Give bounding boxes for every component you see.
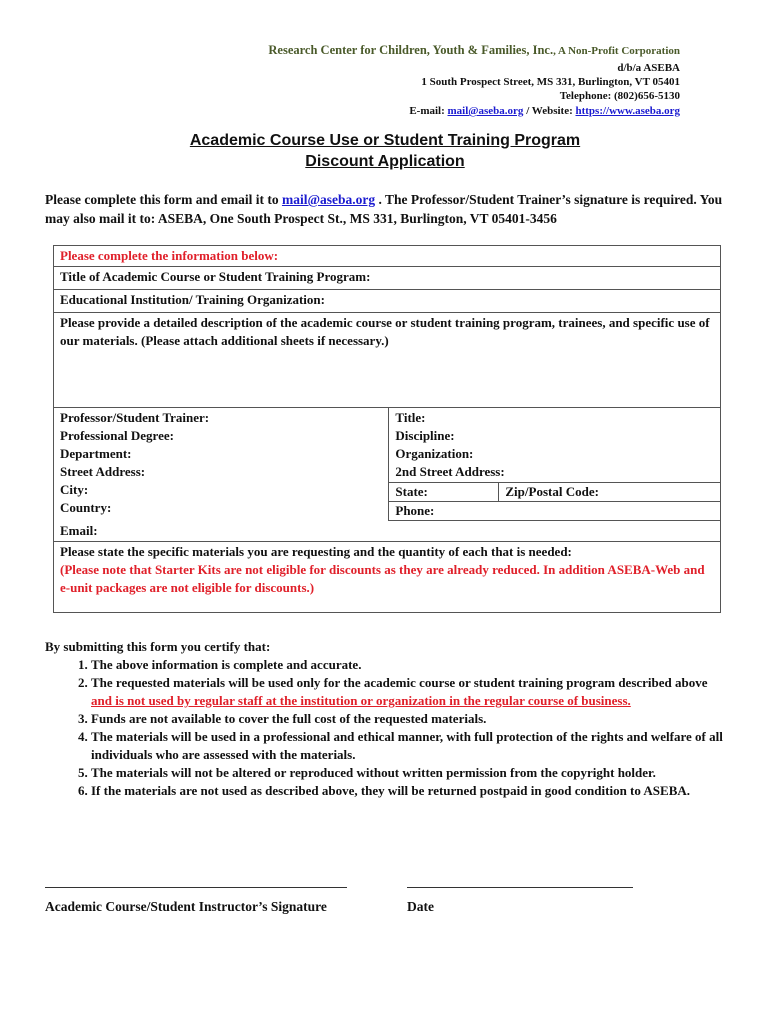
certify-item: 3. Funds are not available to cover the full cost of the requested materials. — [91, 710, 725, 728]
materials-note: (Please note that Starter Kits are not eligible for discounts as they are already reduced. In addition ASEBA-Web and e-unit packages are not eligible for discounts.) — [60, 562, 705, 595]
application-form — [53, 245, 721, 613]
certify-item: 6. If the materials are not used as described above, they will be returned postpaid in good condition to ASEBA. — [91, 782, 725, 800]
org-address: 1 South Prospect Street, MS 331, Burlington, VT 05401 — [421, 76, 680, 88]
certify-intro: By submitting this form you certify that: — [45, 639, 271, 654]
left-contact-fields[interactable] — [54, 408, 389, 521]
intro-paragraph — [45, 190, 735, 228]
organization-field: Organization: — [395, 446, 474, 461]
signature-line[interactable] — [45, 887, 347, 888]
org-contact-line — [409, 105, 680, 117]
date-line[interactable] — [407, 887, 633, 888]
org-suffix: , A Non-Profit Corporation — [553, 45, 680, 57]
signature-label: Academic Course/Student Instructor’s Signature — [45, 899, 327, 914]
certify-item: 4. The materials will be used in a professional and ethical manner, with full protection of the rights and welfare of all individuals who are assessed with the materials. — [91, 728, 725, 764]
intro-text-2: . The Professor/Student Trainer’s signature is required. You may also mail it to: ASEBA, One South Prospect St., MS 331, Burlington, VT 05401-3456 — [45, 192, 723, 226]
materials-label: Please state the specific materials you are requesting and the quantity of each that is needed: — [60, 544, 572, 559]
city-field: City: — [60, 482, 89, 497]
org-name: Research Center for Children, Youth & Families, Inc. — [268, 43, 554, 57]
certify-item: 5. The materials will not be altered or reproduced without written permission from the copyright holder. — [91, 764, 725, 782]
certify-item-emphasis: and is not used by regular staff at the institution or organization in the regular course of business. — [91, 693, 631, 708]
street-address-2-field: 2nd Street Address: — [395, 464, 505, 479]
email-label: E-mail: — [409, 105, 448, 117]
course-title-field[interactable]: Title of Academic Course or Student Training Program: — [54, 267, 721, 290]
form-instruction: Please complete the information below: — [54, 246, 721, 267]
intro-email-link[interactable]: mail@aseba.org — [281, 192, 376, 207]
title-field: Title: — [395, 410, 426, 425]
phone-field: Phone: — [389, 501, 720, 520]
header-website-link[interactable]: https://www.aseba.org — [575, 105, 680, 117]
materials-field[interactable] — [54, 542, 721, 613]
page-title-line1: Academic Course Use or Student Training Program — [189, 132, 581, 149]
date-label: Date — [407, 899, 434, 914]
trainer-field: Professor/Student Trainer: — [60, 410, 210, 425]
page-title-line2: Discount Application — [305, 153, 465, 170]
org-telephone: Telephone: (802)656-5130 — [559, 90, 680, 102]
certify-item-text: The requested materials will be used only for the academic course or student training program described above — [91, 675, 708, 690]
certify-item: 1. The above information is complete and accurate. — [91, 656, 725, 674]
department-field: Department: — [60, 446, 132, 461]
certification-section — [45, 638, 725, 800]
zip-field: Zip/Postal Code: — [505, 484, 599, 499]
website-label: / Website: — [523, 105, 576, 117]
street-address-field: Street Address: — [60, 464, 146, 479]
certify-item — [91, 674, 725, 710]
org-name-line — [268, 43, 680, 58]
header-email-link[interactable]: mail@aseba.org — [447, 105, 524, 117]
org-dba: d/b/a ASEBA — [617, 62, 680, 74]
intro-text-1: Please complete this form and email it to — [45, 192, 282, 207]
discipline-field: Discipline: — [395, 428, 455, 443]
email-field[interactable]: Email: — [54, 521, 721, 542]
certify-list — [45, 656, 725, 800]
institution-field[interactable]: Educational Institution/ Training Organization: — [54, 290, 721, 313]
state-field: State: — [389, 483, 499, 501]
description-field[interactable]: Please provide a detailed description of the academic course or student training program, trainees, and specific use of our materials. (Please attach additional sheets if necessary.) — [54, 313, 721, 408]
country-field: Country: — [60, 500, 112, 515]
right-contact-fields[interactable] — [389, 408, 721, 521]
degree-field: Professional Degree: — [60, 428, 174, 443]
